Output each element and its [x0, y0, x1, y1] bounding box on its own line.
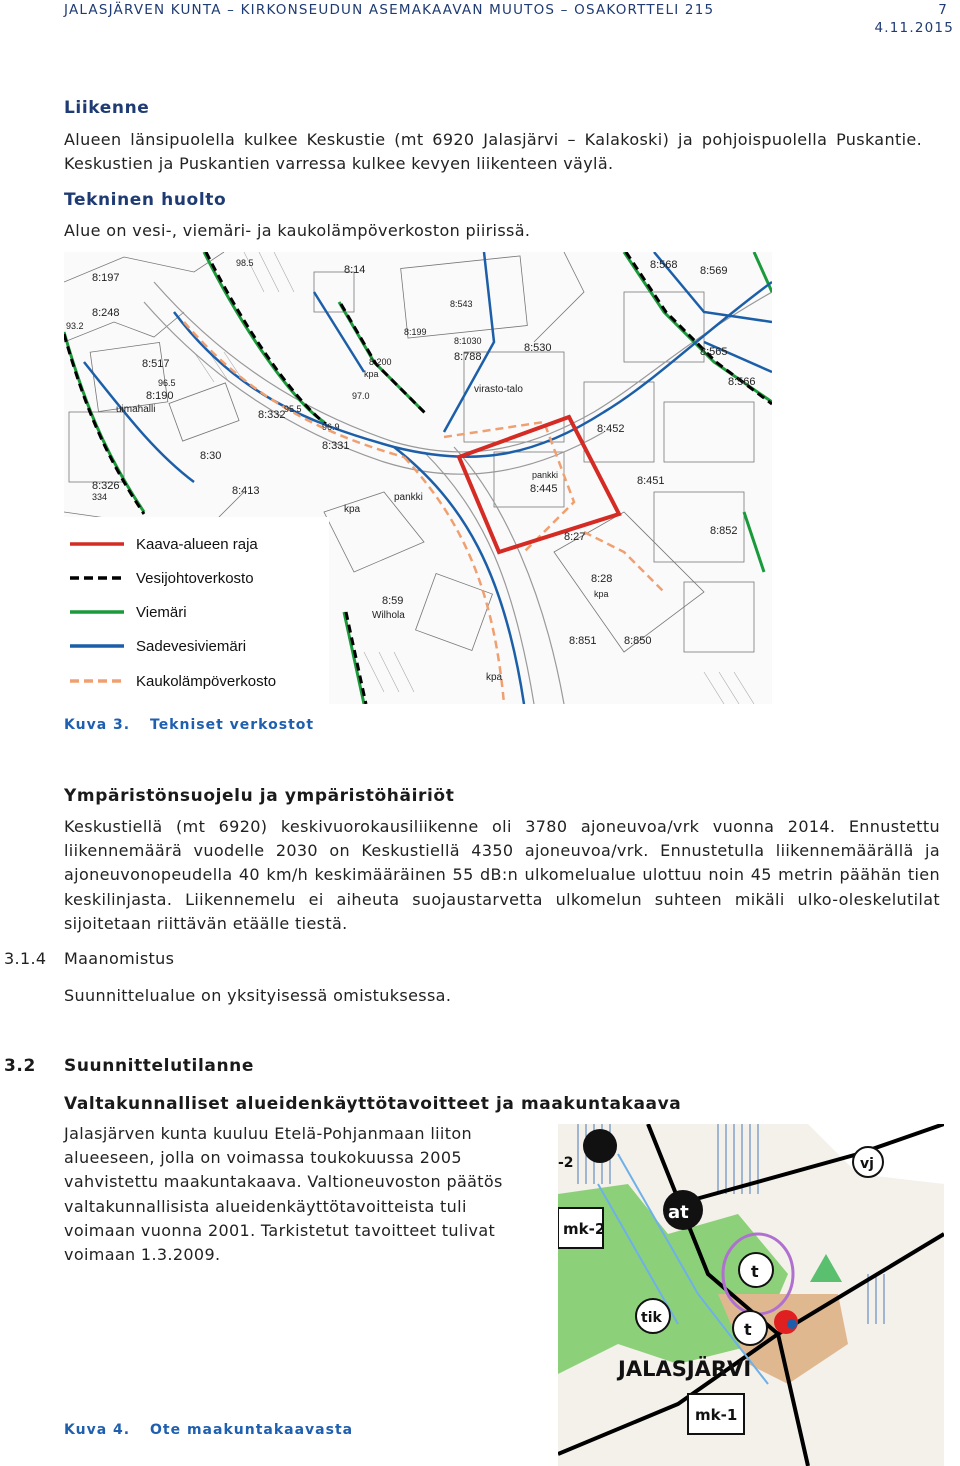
map-label: 8:543	[450, 299, 473, 309]
map-label: pankki	[394, 492, 423, 503]
map-label: kpa	[364, 369, 379, 379]
map-label: kpa	[594, 589, 609, 599]
map-label-t: t	[751, 1262, 759, 1281]
map-label: 98.5	[236, 258, 254, 268]
map-label: 96.5	[158, 378, 176, 388]
map-label: 8:566	[728, 376, 756, 388]
map-label: 8:1030	[454, 336, 482, 346]
legend-label-sadevesiviemari: Sadevesiviemäri	[136, 638, 247, 655]
map-label: kpa	[344, 504, 361, 515]
map-label: 8:331	[322, 440, 350, 452]
map-label: 8:332	[258, 409, 286, 421]
paragraph-tekninen-huolto: Alue on vesi-, viemäri- ja kaukolämpöverkoston piirissä.	[64, 221, 531, 240]
page-number: 7	[938, 2, 948, 18]
heading-maanomistus: Maanomistus	[64, 949, 175, 968]
paragraph-suunnittelutilanne: Jalasjärven kunta kuuluu Etelä-Pohjanmaan liiton alueeseen, jolla on voimassa toukokuussa 2005 vahvistettu maakuntakaava. Valtioneuvoston päätös valtakunnallisista alueidenkäyttötavoitteista tuli voimaan vuonna 2001. Tarkistetut tavoitteet tulivat voimaan 1.3.2009.	[64, 1124, 503, 1265]
map-label: 8:326	[92, 480, 120, 492]
map-label: kpa	[486, 672, 503, 683]
map-label: 8:199	[404, 327, 427, 337]
map-label: 8:14	[344, 264, 366, 276]
legend-label-viemari: Viemäri	[136, 604, 187, 621]
map-label: pankki	[532, 470, 559, 480]
map-label: 8:445	[530, 483, 558, 495]
map-label-jalasjarvi: JALASJÄRVI	[618, 1357, 752, 1381]
paragraph-ymparistonsuojelu: Keskustiellä (mt 6920) keskivuorokausiliikenne oli 3780 ajoneuvoa/vrk vuonna 2014. Ennustettu liikennemäärä vuodelle 2030 on Keskustiellä 4350 ajoneuvoa/vrk. Ennustetulla liikennemäärällä ja ajoneuvonopeudella 40 km/h keskimääräinen 55 dB:n ulkomelualue ulottuu noin 45 metrin päähän tien keskilinjasta. Liikennemelu ei aiheuta suojaustarvetta ulkomelun suhteen mikäli ulko-oleskelutilat sijoitetaan riittävän etäälle tiestä.	[64, 817, 940, 933]
heading-tekninen-huolto: Tekninen huolto	[64, 190, 227, 210]
paragraph-liikenne: Alueen länsipuolella kulkee Keskustie (mt 6920 Jalasjärvi – Kalakoski) ja pohjoispuolella Puskantie. Keskustien ja Puskantien varressa kulkee kevyen liikenteen väylä.	[64, 130, 922, 174]
technical-networks-map	[64, 252, 772, 704]
legend-label-vesijohtoverkosto: Vesijohtoverkosto	[136, 570, 254, 587]
map-label: 8:197	[92, 272, 120, 284]
map-label: 8:30	[200, 450, 222, 462]
map-label: 8:530	[524, 342, 552, 354]
map-label-mk-1: mk-1	[695, 1406, 738, 1424]
document-date: 4.11.2015	[874, 20, 954, 36]
map-label: 8:851	[569, 635, 597, 647]
map-label: 93.2	[66, 321, 84, 331]
section-number-3-2: 3.2	[4, 1056, 36, 1076]
map-label-vj: vj	[860, 1156, 874, 1172]
map-label: 8:850	[624, 635, 652, 647]
map-label: 8:248	[92, 307, 120, 319]
map-label: 334	[92, 492, 108, 502]
paragraph-maanomistus: Suunnittelualue on yksityisessä omistuksessa.	[64, 986, 452, 1005]
legend-label-kaukolampoverkosto: Kaukolämpöverkosto	[136, 673, 277, 690]
map-label: 8:413	[232, 485, 260, 497]
map-label: 8:451	[637, 475, 665, 487]
map-label: 8:569	[700, 265, 728, 277]
regional-plan-map-svg	[558, 1124, 944, 1466]
map-label: 8:200	[369, 357, 392, 367]
map-label: 8:190	[146, 390, 174, 402]
section-number-3-1-4: 3.1.4	[4, 949, 47, 968]
map-label: 8:852	[710, 525, 738, 537]
document-header-title: JALASJÄRVEN KUNTA – KIRKONSEUDUN ASEMAKAAVAN MUUTOS – OSAKORTTELI 215	[64, 2, 715, 18]
map-label: 8:28	[591, 573, 613, 585]
figure4-caption-text: Ote maakuntakaavasta	[150, 1422, 354, 1438]
map-label: uimahalli	[116, 404, 156, 415]
map-label: Wilhola	[372, 610, 405, 621]
map-label: 8:452	[597, 423, 625, 435]
map-label-mk-2: mk-2	[563, 1220, 606, 1238]
map-label: 8:59	[382, 595, 404, 607]
regional-plan-map	[558, 1124, 944, 1466]
map-label: 95.5	[284, 404, 302, 414]
subheading-alueidenkayttotavoitteet: Valtakunnalliset alueidenkäyttötavoitteet ja maakuntakaava	[64, 1094, 682, 1114]
map-label-t: t	[744, 1320, 752, 1339]
map-label: 8:568	[650, 259, 678, 271]
map-label: 8:565	[700, 346, 728, 358]
map-label: 8:517	[142, 358, 170, 370]
heading-liikenne: Liikenne	[64, 98, 150, 118]
map-label: 96.9	[322, 422, 340, 432]
figure4-caption-label: Kuva 4.	[64, 1422, 131, 1438]
map-label-at: at	[668, 1202, 689, 1223]
heading-suunnittelutilanne: Suunnittelutilanne	[64, 1056, 254, 1076]
map-label: 8:27	[564, 531, 586, 543]
figure3-caption-text: Tekniset verkostot	[150, 717, 315, 733]
map-label-tik: tik	[641, 1310, 662, 1326]
map-label-2: -2	[558, 1155, 574, 1171]
figure3-caption-label: Kuva 3.	[64, 717, 131, 733]
map-label: 8:788	[454, 351, 482, 363]
technical-networks-map-svg	[64, 252, 772, 704]
map-label: virasto-talo	[474, 384, 523, 395]
heading-ymparistonsuojelu: Ympäristönsuojelu ja ympäristöhäiriöt	[64, 786, 455, 806]
map-label: 97.0	[352, 391, 370, 401]
legend-label-kaava-alueen-raja: Kaava-alueen raja	[136, 536, 258, 553]
